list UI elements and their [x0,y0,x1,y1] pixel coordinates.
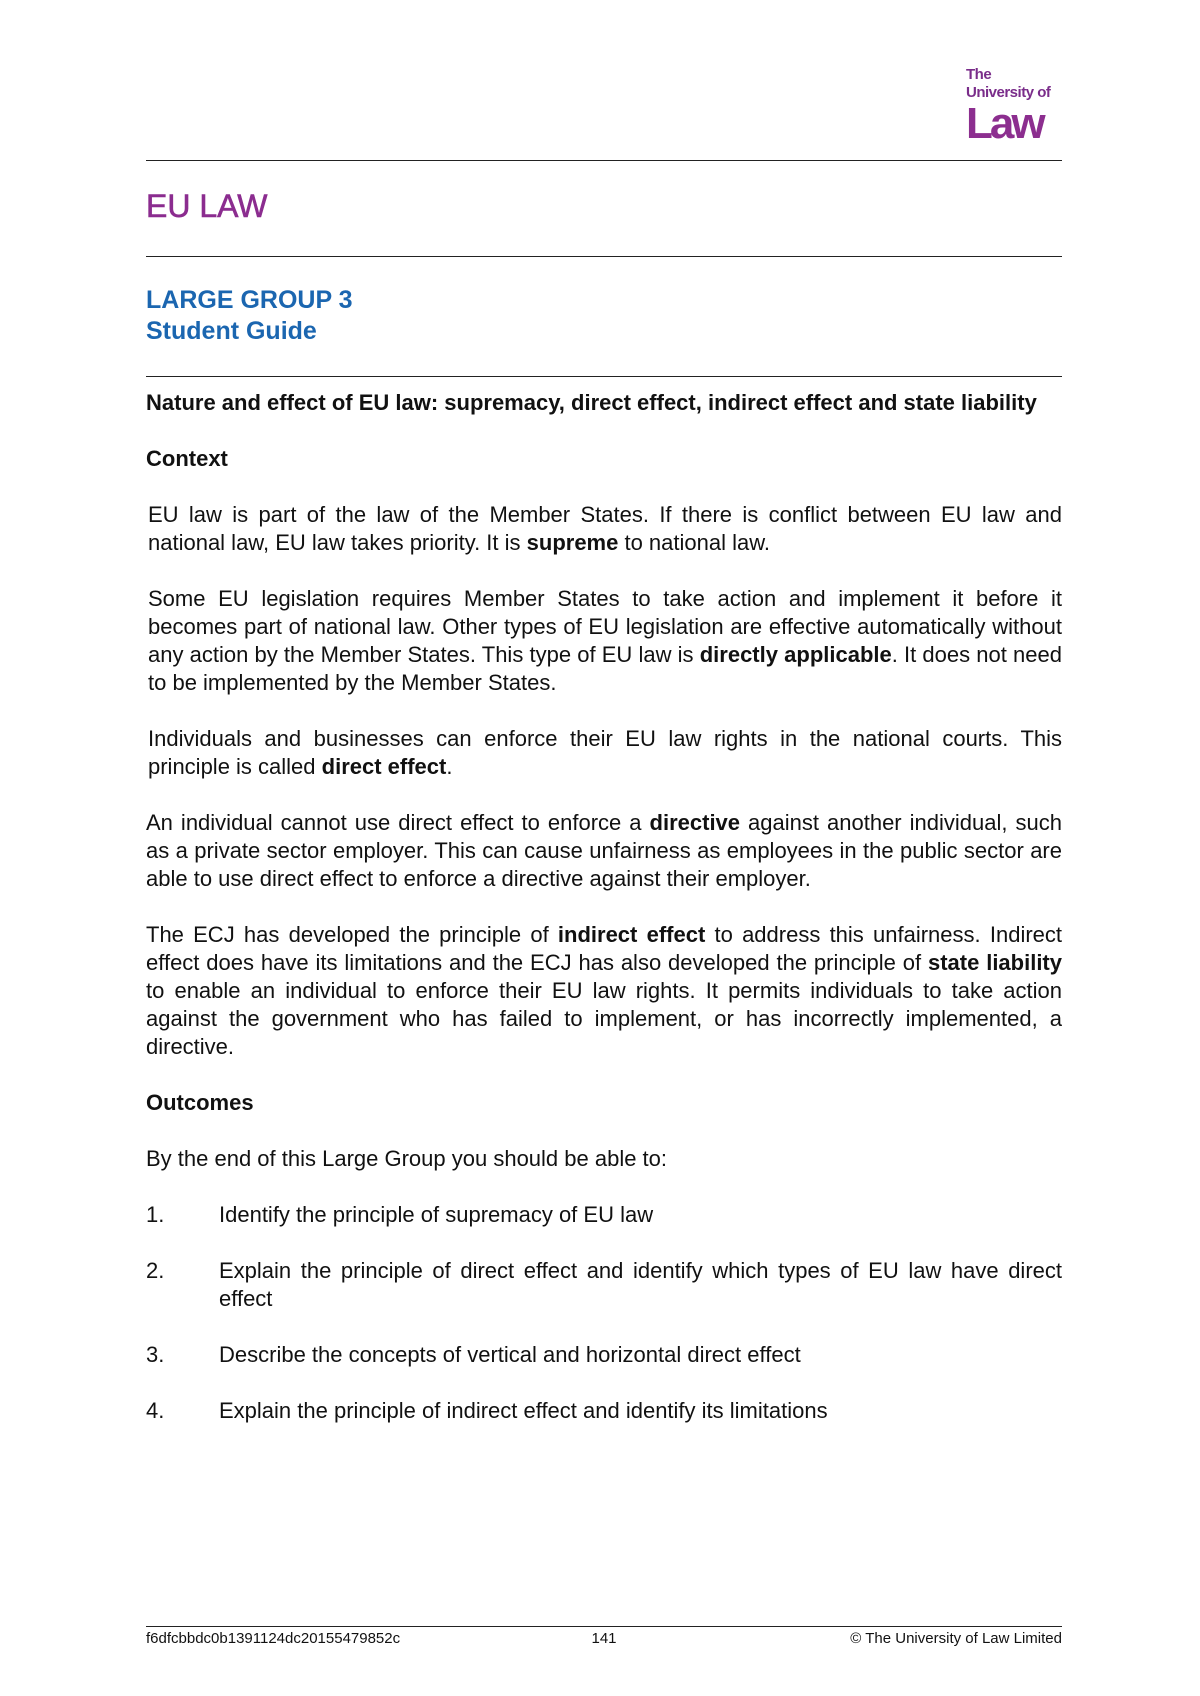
context-heading: Context [146,446,228,471]
item-text: Explain the principle of indirect effect and identify its limitations [219,1398,828,1423]
term-directly-applicable: directly applicable [699,642,892,667]
list-item [146,1397,1062,1425]
guide-type: Student Guide [146,317,317,345]
group-number: LARGE GROUP 3 [146,286,353,314]
logo-line-law: Law [966,99,1043,148]
footer-rule [146,1626,1062,1627]
context-paragraph-5: The ECJ has developed the principle of indirect effect to address this unfairness. Indirect effect does have its limitations and the ECJ has also developed the principle of state liability to enable an individual to enforce their EU law rights. It permits individuals to take action against the government who has failed to implement, or has incorrectly implemented, a directive. [146,922,1063,1059]
item-text: Describe the concepts of vertical and horizontal direct effect [219,1342,801,1367]
context-paragraph-4: An individual cannot use direct effect to enforce a directive against another individual, such as a private sector employer. This can cause unfairness as employees in the public sector are able to use direct effect to enforce a directive against their employer. [146,810,1062,891]
title-rule [146,256,1062,257]
term-supreme: supreme [526,530,619,555]
item-text: Explain the principle of direct effect and identify which types of EU law have direct effect [219,1258,1062,1311]
list-item [146,1201,1062,1229]
outcomes-heading: Outcomes [146,1090,254,1115]
context-paragraph-1: EU law is part of the law of the Member States. If there is conflict between EU law and national law, EU law takes priority. It is supreme to national law. [148,502,1062,555]
document-body [146,389,1062,1453]
item-number: 1. [146,1202,165,1227]
item-number: 4. [146,1398,165,1423]
outcomes-intro: By the end of this Large Group you should be able to: [146,1146,668,1171]
outcomes-list [146,1201,1062,1425]
context-paragraph-3: Individuals and businesses can enforce their EU law rights in the national courts. This principle is called direct effect. [148,726,1062,779]
logo-line-the: The [966,66,992,83]
term-directive: directive [649,810,741,835]
context-paragraph-2: Some EU legislation requires Member States to take action and implement it before it becomes part of national law. Other types of EU legislation are effective automatically without any action by the Member States. This type of EU law is directly applicable. It does not need to be implemented by the Member States. [148,586,1062,695]
group-heading [146,285,353,347]
item-number: 2. [146,1258,165,1283]
header-rule [146,160,1062,161]
page-number: 141 [591,1630,617,1647]
logo-line-university: University of [966,84,1051,101]
document-reference: f6dfcbbdc0b1391124dc20155479852c [146,1630,401,1647]
list-item [146,1257,1062,1313]
term-direct-effect: direct effect [321,754,447,779]
item-text: Identify the principle of supremacy of EU law [219,1202,654,1227]
university-logo [966,66,1062,146]
item-number: 3. [146,1342,165,1367]
document-title: EU LAW [146,188,268,224]
term-state-liability: state liability [927,950,1062,975]
term-indirect-effect: indirect effect [557,922,706,947]
section-rule [146,376,1062,377]
copyright-notice: © The University of Law Limited [850,1630,1062,1647]
list-item [146,1341,1062,1369]
subject-heading: Nature and effect of EU law: supremacy, direct effect, indirect effect and state liability [146,390,1037,415]
